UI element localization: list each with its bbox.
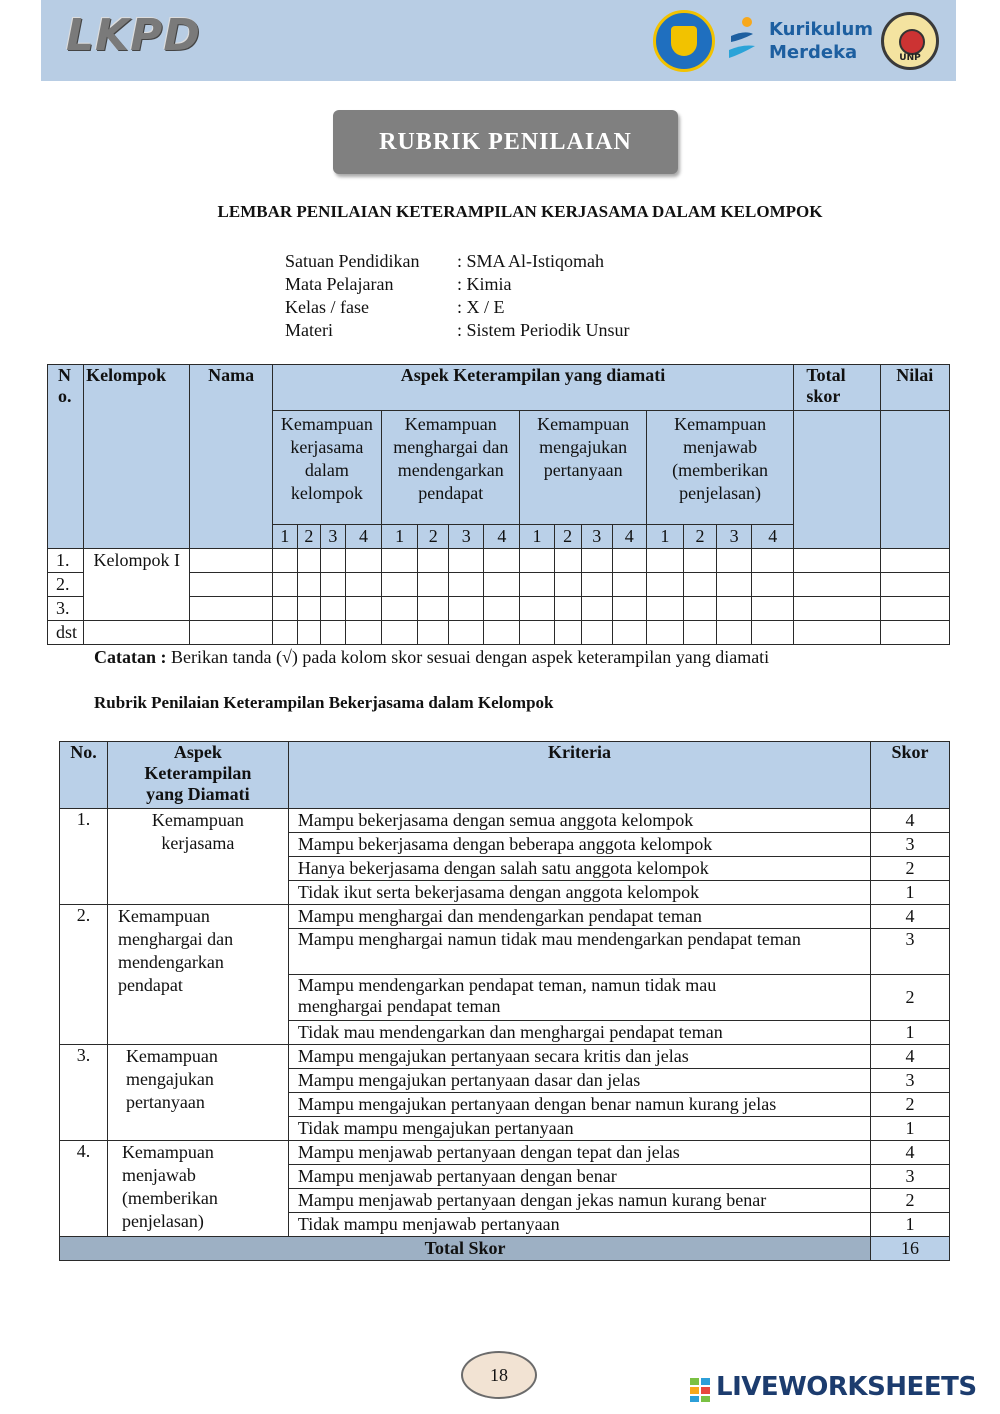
header-no: No. xyxy=(60,742,108,809)
score-cell[interactable] xyxy=(297,573,320,597)
aspect-header: Kemampuan menjawab (memberikan penjelasan) xyxy=(646,411,793,525)
score-cell[interactable] xyxy=(418,573,449,597)
score-header: 4 xyxy=(752,525,794,549)
criteria-score: 1 xyxy=(871,1117,950,1141)
criteria-text: Mampu bekerjasama dengan beberapa anggota kelompok xyxy=(288,833,870,857)
score-cell[interactable] xyxy=(449,573,484,597)
criteria-score: 4 xyxy=(871,1045,950,1069)
criteria-score: 2 xyxy=(871,975,950,1021)
info-label: Satuan Pendidikan xyxy=(285,251,420,271)
criteria-score: 3 xyxy=(871,1165,950,1189)
score-cell[interactable] xyxy=(581,573,612,597)
score-header: 1 xyxy=(520,525,554,549)
liveworksheets-watermark xyxy=(690,1372,990,1408)
criteria-score: 1 xyxy=(871,1213,950,1237)
score-header: 4 xyxy=(345,525,381,549)
header-nilai: Nilai xyxy=(880,365,949,411)
header-no: N o. xyxy=(48,365,84,549)
score-cell[interactable] xyxy=(345,597,381,621)
criteria-text: Mampu mengajukan pertanyaan secara kritis dan jelas xyxy=(288,1045,870,1069)
score-cell[interactable] xyxy=(612,573,646,597)
score-header: 2 xyxy=(683,525,716,549)
score-cell[interactable] xyxy=(484,597,520,621)
score-cell[interactable] xyxy=(345,573,381,597)
criteria-score: 3 xyxy=(871,929,950,975)
info-row xyxy=(285,319,630,342)
name-cell[interactable] xyxy=(190,597,272,621)
nilai-blank xyxy=(880,411,949,549)
score-cell[interactable] xyxy=(449,597,484,621)
aspect-header: Kemampuan mengajukan pertanyaan xyxy=(520,411,646,525)
info-value: : X / E xyxy=(457,297,505,317)
kurikulum-merdeka-logo xyxy=(727,14,877,69)
name-cell[interactable] xyxy=(190,573,272,597)
aspect-number: 1. xyxy=(60,809,108,905)
aspect-name: Kemampuan menjawab (memberikan penjelasan) xyxy=(107,1141,288,1237)
info-label: Materi xyxy=(285,320,333,340)
table-row xyxy=(60,1045,950,1069)
total-cell[interactable] xyxy=(794,573,880,597)
aspect-header: Kemampuan kerjasama dalam kelompok xyxy=(272,411,381,525)
score-cell[interactable] xyxy=(683,573,716,597)
criteria-text: Hanya bekerjasama dengan salah satu anggota kelompok xyxy=(288,857,870,881)
nilai-cell[interactable] xyxy=(880,597,949,621)
aspect-header: Kemampuan menghargai dan mendengarkan pendapat xyxy=(382,411,520,525)
score-cell[interactable] xyxy=(320,597,345,621)
total-cell[interactable] xyxy=(794,597,880,621)
rubrik-penilaian-title: RUBRIK PENILAIAN xyxy=(333,110,678,174)
score-cell[interactable] xyxy=(382,597,418,621)
score-cell[interactable] xyxy=(612,621,646,645)
score-cell[interactable] xyxy=(345,621,381,645)
liveworksheets-logo-icon xyxy=(690,1378,710,1402)
table-row xyxy=(60,809,950,833)
header-kelompok: Kelompok xyxy=(84,365,190,549)
score-cell[interactable] xyxy=(683,621,716,645)
criteria-score: 4 xyxy=(871,905,950,929)
score-header: 3 xyxy=(320,525,345,549)
score-cell[interactable] xyxy=(717,549,752,573)
score-cell[interactable] xyxy=(382,549,418,573)
score-cell[interactable] xyxy=(581,597,612,621)
criteria-text: Mampu menghargai dan mendengarkan pendapat teman xyxy=(288,905,870,929)
score-cell[interactable] xyxy=(320,621,345,645)
tut-wuri-handayani-logo-icon xyxy=(653,10,715,72)
score-header: 3 xyxy=(449,525,484,549)
info-row xyxy=(285,273,630,296)
observation-table xyxy=(47,364,950,645)
header-aspek: Aspek Keterampilan yang Diamati xyxy=(107,742,288,809)
criteria-text: Mampu menjawab pertanyaan dengan tepat dan jelas xyxy=(288,1141,870,1165)
criteria-score: 3 xyxy=(871,833,950,857)
catatan-text: Berikan tanda (√) pada kolom skor sesuai dengan aspek keterampilan yang diamati xyxy=(166,647,770,667)
score-header: 1 xyxy=(646,525,683,549)
header-banner xyxy=(41,0,956,81)
row-number: 1. xyxy=(48,549,84,573)
criteria-text: Tidak ikut serta bekerjasama dengan anggota kelompok xyxy=(288,881,870,905)
score-cell[interactable] xyxy=(382,573,418,597)
criteria-text: Tidak mampu menjawab pertanyaan xyxy=(288,1213,870,1237)
nilai-cell[interactable] xyxy=(880,621,949,645)
criteria-score: 2 xyxy=(871,857,950,881)
kurikulum-merdeka-mark-icon xyxy=(727,16,757,66)
aspect-name: Kemampuan menghargai dan mendengarkan pendapat xyxy=(107,905,288,1045)
score-cell[interactable] xyxy=(320,573,345,597)
score-header: 2 xyxy=(297,525,320,549)
score-header: 4 xyxy=(484,525,520,549)
table-row xyxy=(60,905,950,929)
aspect-number: 3. xyxy=(60,1045,108,1141)
score-cell[interactable] xyxy=(320,549,345,573)
criteria-score: 2 xyxy=(871,1189,950,1213)
criteria-text: Mampu mengajukan pertanyaan dasar dan jelas xyxy=(288,1069,870,1093)
header-total-skor: Total skor xyxy=(794,365,880,411)
total-skor-value: 16 xyxy=(871,1237,950,1261)
score-cell[interactable] xyxy=(520,597,554,621)
criteria-text: Tidak mampu mengajukan pertanyaan xyxy=(288,1117,870,1141)
score-cell[interactable] xyxy=(484,549,520,573)
score-cell[interactable] xyxy=(581,549,612,573)
score-cell[interactable] xyxy=(272,597,297,621)
total-cell[interactable] xyxy=(794,621,880,645)
aspect-number: 2. xyxy=(60,905,108,1045)
header-skor: Skor xyxy=(871,742,950,809)
score-cell[interactable] xyxy=(752,573,794,597)
aspect-name: Kemampuan kerjasama xyxy=(107,809,288,905)
catatan-label: Catatan : xyxy=(94,647,167,667)
name-cell[interactable] xyxy=(190,621,272,645)
score-cell[interactable] xyxy=(520,621,554,645)
criteria-text: Mampu menghargai namun tidak mau mendengarkan pendapat teman xyxy=(288,929,870,975)
score-cell[interactable] xyxy=(297,549,320,573)
unp-label: UNP xyxy=(899,53,921,63)
row-number: 2. xyxy=(48,573,84,597)
score-cell[interactable] xyxy=(646,573,683,597)
main-title: LEMBAR PENILAIAN KETERAMPILAN KERJASAMA DALAM KELOMPOK xyxy=(217,202,823,221)
name-cell[interactable] xyxy=(190,549,272,573)
kurikulum-label: Kurikulum xyxy=(769,19,874,40)
score-cell[interactable] xyxy=(449,549,484,573)
score-cell[interactable] xyxy=(717,573,752,597)
table-row xyxy=(48,621,950,645)
score-header: 1 xyxy=(382,525,418,549)
score-cell[interactable] xyxy=(554,573,581,597)
criteria-score: 4 xyxy=(871,1141,950,1165)
info-value: : Kimia xyxy=(457,274,512,294)
score-header: 1 xyxy=(272,525,297,549)
criteria-score: 4 xyxy=(871,809,950,833)
header-aspek: Aspek Keterampilan yang diamati xyxy=(272,365,794,411)
criteria-text: Mampu bekerjasama dengan semua anggota kelompok xyxy=(288,809,870,833)
criteria-text: Tidak mau mendengarkan dan menghargai pendapat teman xyxy=(288,1021,870,1045)
score-cell[interactable] xyxy=(581,621,612,645)
info-row xyxy=(285,296,630,319)
total-skor-blank xyxy=(794,411,880,549)
score-cell[interactable] xyxy=(418,549,449,573)
score-cell[interactable] xyxy=(520,573,554,597)
info-label: Kelas / fase xyxy=(285,297,369,317)
score-cell[interactable] xyxy=(272,573,297,597)
criteria-text: Mampu menjawab pertanyaan dengan jekas namun kurang benar xyxy=(288,1189,870,1213)
score-cell[interactable] xyxy=(297,597,320,621)
score-cell[interactable] xyxy=(484,621,520,645)
info-row xyxy=(285,250,630,273)
criteria-score: 1 xyxy=(871,1021,950,1045)
liveworksheets-label: LIVEWORKSHEETS xyxy=(716,1372,977,1402)
table-row xyxy=(60,1141,950,1165)
info-value: : Sistem Periodik Unsur xyxy=(457,320,630,340)
merdeka-label: Merdeka xyxy=(769,42,858,63)
score-cell[interactable] xyxy=(752,621,794,645)
unp-logo-icon xyxy=(881,12,939,70)
row-number: 3. xyxy=(48,597,84,621)
score-header: 2 xyxy=(418,525,449,549)
total-skor-label: Total Skor xyxy=(60,1237,871,1261)
rubric-table xyxy=(59,741,950,1261)
table-row xyxy=(48,549,950,573)
total-row xyxy=(60,1237,950,1261)
score-cell[interactable] xyxy=(646,597,683,621)
criteria-text: Mampu mengajukan pertanyaan dengan benar namun kurang jelas xyxy=(288,1093,870,1117)
score-cell[interactable] xyxy=(382,621,418,645)
criteria-score: 3 xyxy=(871,1069,950,1093)
score-header: 2 xyxy=(554,525,581,549)
page-number: 18 xyxy=(461,1351,537,1399)
info-block xyxy=(285,250,630,342)
nilai-cell[interactable] xyxy=(880,549,949,573)
score-cell[interactable] xyxy=(297,621,320,645)
score-cell[interactable] xyxy=(484,573,520,597)
criteria-text: Mampu mendengarkan pendapat teman, namun tidak mau menghargai pendapat teman xyxy=(288,975,870,1021)
score-cell[interactable] xyxy=(717,621,752,645)
score-cell[interactable] xyxy=(418,597,449,621)
group-cell[interactable] xyxy=(84,621,190,645)
catatan-note xyxy=(94,647,769,668)
info-label: Mata Pelajaran xyxy=(285,274,394,294)
group-label: Kelompok I xyxy=(84,549,190,621)
row-number: dst xyxy=(48,621,84,645)
score-cell[interactable] xyxy=(520,549,554,573)
score-cell[interactable] xyxy=(418,621,449,645)
aspect-name: Kemampuan mengajukan pertanyaan xyxy=(107,1045,288,1141)
score-cell[interactable] xyxy=(683,549,716,573)
rubric-subtitle: Rubrik Penilaian Keterampilan Bekerjasama dalam Kelompok xyxy=(94,693,554,712)
aspect-number: 4. xyxy=(60,1141,108,1237)
criteria-score: 1 xyxy=(871,881,950,905)
score-cell[interactable] xyxy=(554,597,581,621)
score-cell[interactable] xyxy=(683,597,716,621)
criteria-score: 2 xyxy=(871,1093,950,1117)
lkpd-title: LKPD xyxy=(66,10,201,61)
score-cell[interactable] xyxy=(554,549,581,573)
header-nama: Nama xyxy=(190,365,272,549)
header-kriteria: Kriteria xyxy=(288,742,870,809)
score-cell[interactable] xyxy=(646,621,683,645)
info-value: : SMA Al-Istiqomah xyxy=(457,251,605,271)
score-cell[interactable] xyxy=(646,549,683,573)
score-cell[interactable] xyxy=(345,549,381,573)
score-cell[interactable] xyxy=(752,549,794,573)
score-cell[interactable] xyxy=(449,621,484,645)
score-header: 4 xyxy=(612,525,646,549)
score-cell[interactable] xyxy=(272,549,297,573)
total-cell[interactable] xyxy=(794,549,880,573)
score-header: 3 xyxy=(581,525,612,549)
score-cell[interactable] xyxy=(272,621,297,645)
score-header: 3 xyxy=(717,525,752,549)
score-cell[interactable] xyxy=(554,621,581,645)
score-cell[interactable] xyxy=(612,549,646,573)
criteria-text: Mampu menjawab pertanyaan dengan benar xyxy=(288,1165,870,1189)
score-cell[interactable] xyxy=(752,597,794,621)
nilai-cell[interactable] xyxy=(880,573,949,597)
score-cell[interactable] xyxy=(612,597,646,621)
score-cell[interactable] xyxy=(717,597,752,621)
